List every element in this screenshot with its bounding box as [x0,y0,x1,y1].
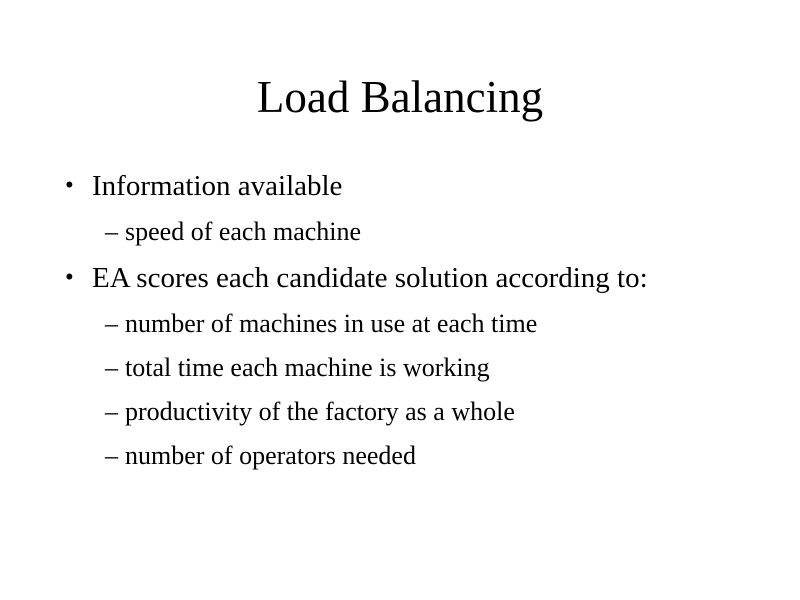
dash-icon: – [105,397,118,426]
bullet-icon: • [65,172,74,199]
sub-bullet-text: total time each machine is working [125,353,490,382]
bullet-icon: • [65,264,74,291]
dash-icon: – [105,441,118,470]
sub-bullet-item [105,396,800,427]
sub-bullet-item [105,352,800,383]
sub-bullet-item [105,216,800,247]
sub-bullet-text: productivity of the factory as a whole [125,397,515,426]
dash-icon: – [105,217,118,246]
dash-icon: – [105,309,118,338]
bullet-text: EA scores each candidate solution according to: [92,262,648,294]
slide-body [0,168,800,484]
sub-bullet-item [105,440,800,471]
slide-title: Load Balancing [256,72,544,122]
sub-bullet-text: number of machines in use at each time [125,309,538,338]
sub-bullet-text: number of operators needed [125,441,416,470]
sub-bullet-text: speed of each machine [125,217,362,246]
bullet-item [65,168,800,204]
bullet-text: Information available [92,170,343,202]
bullet-item [65,260,800,296]
sub-bullet-item [105,308,800,339]
dash-icon: – [105,353,118,382]
